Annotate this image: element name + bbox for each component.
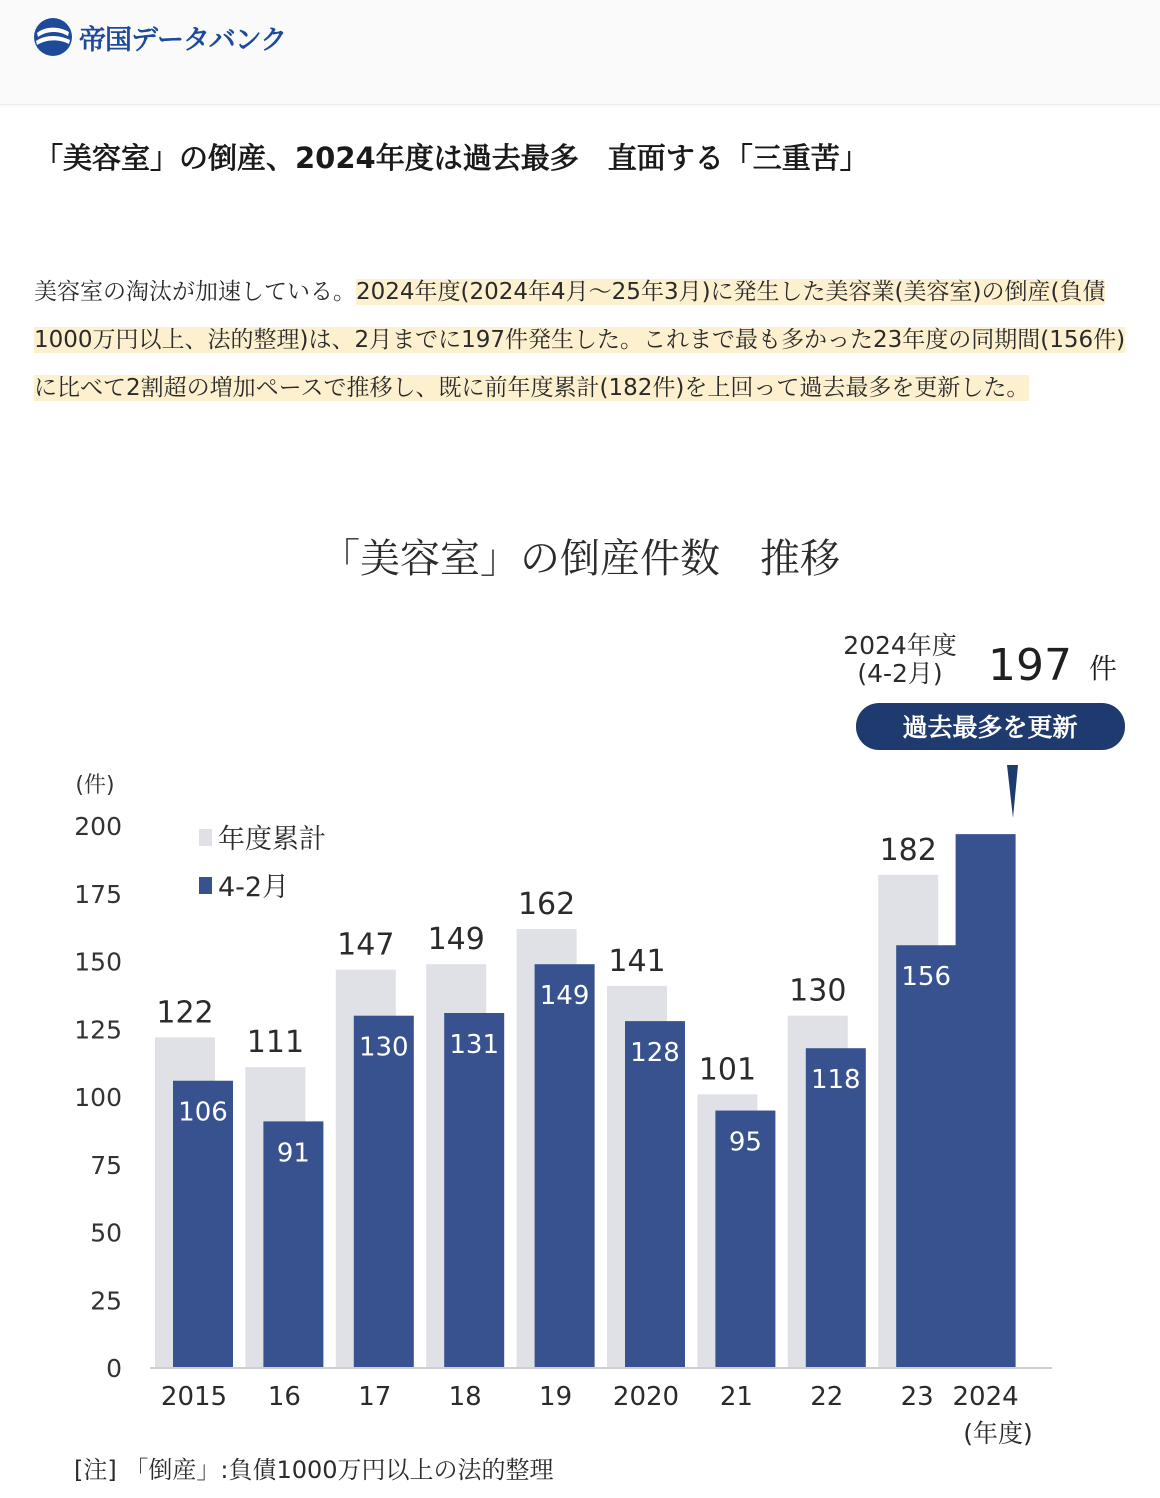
data-label-total-18: 149 — [427, 922, 485, 958]
globe-logo-icon — [33, 17, 73, 57]
data-label-total-22: 130 — [789, 973, 847, 1009]
badge-pointer — [1007, 765, 1018, 818]
data-label-apr-feb-19: 149 — [539, 981, 590, 1012]
x-tick-labels — [161, 1382, 1019, 1412]
annotation-period-line1: 2024年度 — [843, 631, 957, 660]
annotation-unit: 件 — [1089, 652, 1118, 685]
y-tick-label: 75 — [90, 1150, 122, 1180]
lead-text: 美容室の淘汰が加速している。 — [34, 279, 356, 305]
data-label-total-2015: 122 — [156, 995, 214, 1031]
y-tick-label: 175 — [74, 879, 122, 909]
legend-swatch-total — [199, 829, 212, 846]
y-tick-labels — [74, 812, 122, 1383]
article-lead — [34, 268, 1126, 412]
data-label-total-17: 147 — [337, 927, 395, 963]
y-tick-label: 200 — [74, 812, 122, 841]
legend-swatch-apr-feb — [199, 877, 212, 894]
chart-legend — [199, 824, 326, 903]
data-label-apr-feb-16: 91 — [276, 1138, 310, 1169]
x-tick-label-2015: 2015 — [160, 1382, 228, 1412]
data-label-apr-feb-22: 118 — [810, 1065, 861, 1096]
y-tick-label: 150 — [74, 947, 122, 977]
data-label-apr-feb-17: 130 — [358, 1032, 409, 1063]
bar-apr-feb-22 — [806, 1048, 866, 1368]
x-tick-label-18: 18 — [448, 1382, 482, 1412]
record-badge-label: 過去最多を更新 — [902, 713, 1078, 742]
x-tick-label-23: 23 — [900, 1382, 934, 1412]
chart-title: 「美容室」の倒産件数 推移 — [320, 536, 840, 582]
bar-apr-feb-18 — [444, 1013, 504, 1368]
x-tick-label-16: 16 — [267, 1382, 301, 1412]
y-tick-label: 50 — [90, 1218, 122, 1248]
x-tick-label-2020: 2020 — [612, 1382, 680, 1412]
bankruptcy-bar-chart — [0, 510, 1160, 1498]
data-label-apr-feb-21: 95 — [728, 1127, 762, 1158]
x-tick-label-2024: 2024 — [952, 1382, 1019, 1412]
annotation-value: 197 — [988, 640, 1072, 691]
y-axis-unit: (件) — [75, 773, 115, 798]
bar-apr-feb-2024 — [956, 834, 1016, 1368]
bar-apr-feb-23 — [896, 945, 956, 1368]
data-label-total-16: 111 — [246, 1025, 305, 1061]
x-tick-label-21: 21 — [719, 1382, 753, 1412]
data-label-total-2020: 141 — [608, 943, 666, 979]
y-tick-label: 125 — [74, 1015, 122, 1045]
lead-highlight: 2024年度(2024年4月～25年3月)に発生した美容業(美容室)の倒産(負債1000万円以上、法的整理)は、2月までに197件発生した。これまで最も多かった23年度の同期間(156件)に比べて2割超の増加ペースで推移し、既に前年度累計(182件)を上回って過去最多を更新した。 — [34, 279, 1126, 401]
bar-apr-feb-17 — [354, 1016, 414, 1368]
legend-label-total: 年度累計 — [218, 824, 326, 855]
x-tick-label-17: 17 — [358, 1382, 392, 1412]
annotation-period-line2: (4-2月) — [857, 659, 943, 688]
y-tick-label: 0 — [106, 1354, 122, 1383]
brand-name: 帝国データバンク — [79, 24, 287, 56]
data-label-apr-feb-2015: 106 — [178, 1097, 228, 1128]
y-tick-label: 25 — [90, 1286, 122, 1316]
chart-note: [注] 「倒産」:負債1000万円以上の法的整理 — [74, 1456, 554, 1484]
data-label-apr-feb-18: 131 — [449, 1029, 500, 1060]
chart-container — [0, 510, 1160, 1498]
bar-apr-feb-19 — [535, 964, 595, 1368]
x-tick-label-22: 22 — [810, 1382, 844, 1412]
article-title: 「美容室」の倒産、2024年度は過去最多 直面する「三重苦」 — [34, 141, 869, 175]
x-tick-label-19: 19 — [539, 1382, 573, 1412]
bar-apr-feb-2020 — [625, 1021, 685, 1368]
site-header — [0, 0, 1160, 105]
data-label-total-21: 101 — [698, 1052, 757, 1088]
data-label-apr-feb-2020: 128 — [630, 1038, 680, 1069]
y-tick-label: 100 — [74, 1083, 122, 1112]
legend-label-apr-feb: 4-2月 — [218, 872, 290, 903]
data-label-total-19: 162 — [517, 886, 576, 922]
x-axis-unit: (年度) — [963, 1419, 1033, 1448]
data-label-apr-feb-23: 156 — [901, 962, 952, 993]
data-label-total-23: 182 — [879, 832, 937, 868]
site-logo[interactable] — [33, 17, 286, 57]
